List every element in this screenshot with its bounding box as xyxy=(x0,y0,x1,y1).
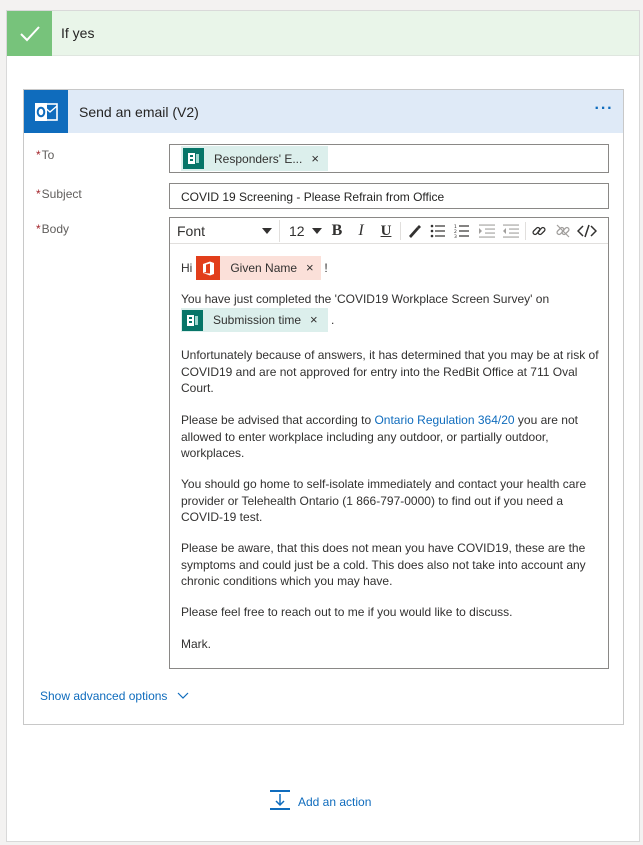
greeting-suffix: ! xyxy=(324,260,328,275)
action-header[interactable] xyxy=(24,90,623,133)
indent-icon xyxy=(479,224,495,238)
forms-icon xyxy=(182,310,203,331)
italic-button[interactable]: I xyxy=(358,222,364,239)
font-size-value: 12 xyxy=(289,223,305,239)
body-label-text: Body xyxy=(41,222,70,236)
office-icon xyxy=(196,256,220,280)
outdent-icon xyxy=(503,224,519,238)
toolbar-divider xyxy=(525,222,526,240)
to-label-text: To xyxy=(41,148,55,162)
greeting-prefix: Hi xyxy=(181,260,193,275)
period: . xyxy=(331,312,335,327)
forms-icon xyxy=(183,148,204,169)
close-icon[interactable]: × xyxy=(306,259,314,275)
font-dropdown[interactable] xyxy=(170,220,280,242)
toolbar-divider xyxy=(400,222,401,240)
bold-button[interactable]: B xyxy=(331,222,343,239)
body-paragraph-5: Please be aware, that this does not mean you have COVID19, these are the symptoms and could just be a cold. This does also not take into account any chronic conditions which you may have. xyxy=(181,541,586,588)
svg-text:1: 1 xyxy=(454,225,457,230)
body-paragraph-6: Please feel free to reach out to me if you would like to discuss. xyxy=(181,605,513,619)
required-mark: * xyxy=(36,148,41,162)
submission-time-token[interactable] xyxy=(181,308,328,332)
body-paragraph-4: You should go home to self-isolate immediately and contact your health care provider or Telehealth Ontario (1 866-797-0000) to find out if you need a COVID-19 test. xyxy=(181,477,587,524)
body-label xyxy=(36,222,69,236)
insert-link-button[interactable] xyxy=(528,221,550,241)
token-label: Responders' E... xyxy=(214,151,303,166)
if-yes-title: If yes xyxy=(61,25,95,41)
action-title: Send an email (V2) xyxy=(79,104,199,120)
token-label: Given Name xyxy=(230,260,298,275)
font-color-button[interactable] xyxy=(403,221,425,241)
unlink-icon xyxy=(555,223,571,239)
numbered-list-button[interactable] xyxy=(451,221,473,241)
chevron-down-icon xyxy=(177,689,189,703)
to-field[interactable] xyxy=(169,144,609,173)
greeting-line xyxy=(181,255,601,281)
send-email-action-card xyxy=(23,89,624,725)
svg-text:3: 3 xyxy=(454,235,457,238)
body-paragraph-3 xyxy=(181,412,601,462)
font-size-dropdown[interactable] xyxy=(284,220,326,242)
to-label xyxy=(36,148,54,162)
close-icon[interactable]: × xyxy=(311,151,319,166)
paragraph-text: you are not allowed to enter workplace including any outdoor, or partially outdoor, workplaces. xyxy=(181,413,578,460)
add-action-label: Add an action xyxy=(298,794,372,809)
remove-link-button[interactable] xyxy=(552,221,574,241)
pen-icon xyxy=(406,223,422,239)
close-icon[interactable]: × xyxy=(310,311,318,327)
body-paragraph-1: You have just completed the 'COVID19 Workplace Screen Survey' on xyxy=(181,292,550,306)
body-editor[interactable] xyxy=(169,217,609,669)
code-view-button[interactable] xyxy=(576,221,598,241)
if-yes-header[interactable] xyxy=(7,11,639,56)
code-icon xyxy=(577,224,597,238)
required-mark: * xyxy=(36,222,41,236)
if-yes-branch xyxy=(6,10,640,842)
required-mark: * xyxy=(36,187,41,201)
add-action-icon xyxy=(269,789,291,814)
signature: Mark. xyxy=(181,637,211,651)
subject-input[interactable]: COVID 19 Screening - Please Refrain from Office xyxy=(169,183,609,209)
submission-time-line xyxy=(181,308,601,332)
chevron-down-icon xyxy=(312,228,322,234)
numbered-list-icon xyxy=(454,224,470,238)
bullet-list-icon xyxy=(430,224,446,238)
outlook-icon xyxy=(24,90,68,133)
ontario-regulation-link[interactable]: Ontario Regulation 364/20 xyxy=(374,413,515,427)
given-name-token[interactable] xyxy=(196,256,321,280)
rich-text-toolbar xyxy=(170,218,608,244)
paragraph-text: Please be advised that according to xyxy=(181,413,375,427)
advanced-options-label: Show advanced options xyxy=(40,689,168,703)
indent-button[interactable] xyxy=(476,221,498,241)
body-paragraph-2: Unfortunately because of answers, it has determined that you may be at risk of COVID19 and are not approved for entry into the RedBit Office at 711 Oval Court. xyxy=(181,348,599,395)
bullet-list-button[interactable] xyxy=(427,221,449,241)
more-options-button[interactable]: ··· xyxy=(594,100,614,117)
chevron-down-icon xyxy=(262,228,272,234)
svg-text:2: 2 xyxy=(454,230,457,235)
subject-label-text: Subject xyxy=(41,187,82,201)
font-value: Font xyxy=(177,223,206,239)
token-label: Submission time xyxy=(213,312,302,327)
underline-button[interactable]: U xyxy=(380,222,392,239)
checkmark-icon xyxy=(7,11,52,56)
responders-email-token[interactable] xyxy=(181,146,328,171)
subject-label xyxy=(36,187,82,201)
outdent-button[interactable] xyxy=(500,221,522,241)
add-an-action-button[interactable] xyxy=(269,789,371,814)
show-advanced-options-button[interactable] xyxy=(40,689,189,703)
link-icon xyxy=(531,223,547,239)
